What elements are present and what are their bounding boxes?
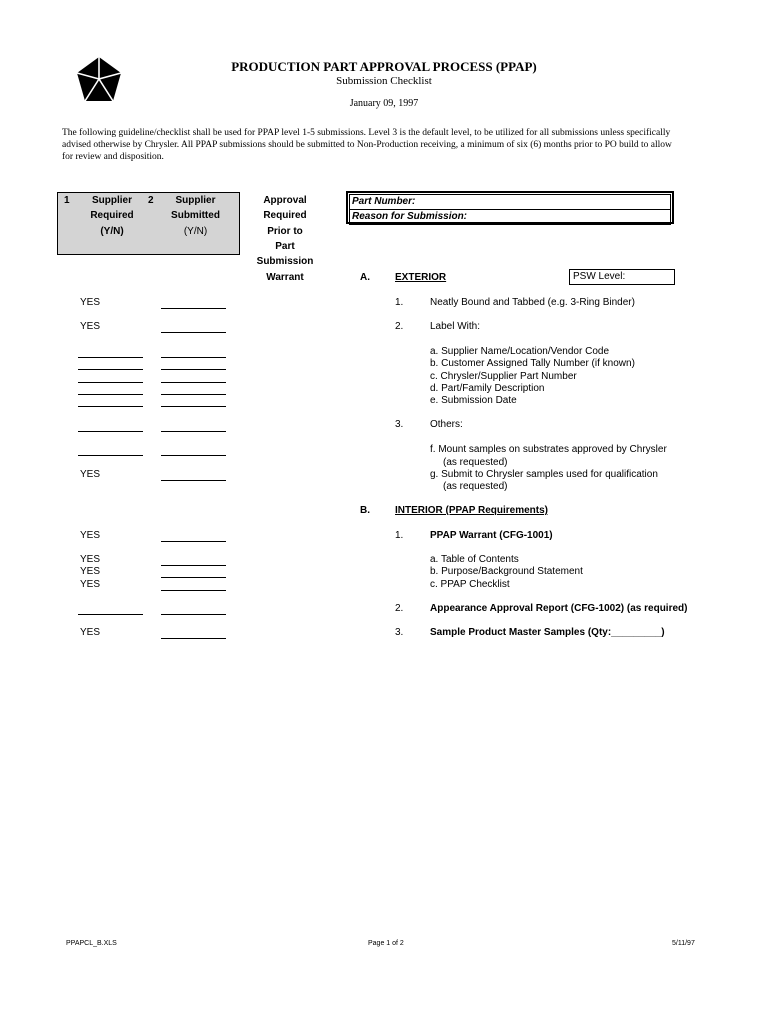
col1-blank-line[interactable]: [78, 431, 143, 432]
col1-blank-line[interactable]: [78, 382, 143, 383]
col2-blank-line[interactable]: [161, 455, 226, 456]
a-item2-text: Label With:: [430, 321, 481, 332]
col2-blank-line[interactable]: [161, 541, 226, 542]
col2-header-line1: Supplier: [175, 195, 216, 206]
b-sub-a: a. Table of Contents: [430, 554, 519, 565]
col2-blank-line[interactable]: [161, 431, 226, 432]
yes-mark: YES: [80, 530, 101, 541]
a-sub-f-line1: f. Mount samples on substrates approved by Chrysler: [430, 444, 667, 455]
b-item2-number: 2.: [395, 603, 404, 614]
a-sub-d: d. Part/Family Description: [430, 383, 545, 394]
b-item1-number: 1.: [395, 530, 404, 541]
yes-mark: YES: [80, 579, 101, 590]
a-item2-number: 2.: [395, 321, 404, 332]
a-item3-number: 3.: [395, 419, 404, 430]
page-title: PRODUCTION PART APPROVAL PROCESS (PPAP): [231, 59, 537, 74]
footer-page-number: Page 1 of 2: [368, 940, 404, 947]
col1-header-line3: (Y/N): [100, 226, 124, 237]
col1-blank-line[interactable]: [78, 357, 143, 358]
a-sub-e: e. Submission Date: [430, 395, 517, 406]
reason-for-submission-field[interactable]: Reason for Submission:: [349, 209, 671, 225]
yes-mark: YES: [80, 321, 101, 332]
a-sub-g-line1: g. Submit to Chrysler samples used for qualification: [430, 469, 658, 480]
b-sub-b: b. Purpose/Background Statement: [430, 566, 583, 577]
footer-date: 5/11/97: [672, 940, 695, 947]
col2-blank-line[interactable]: [161, 614, 226, 615]
col1-blank-line[interactable]: [78, 455, 143, 456]
approval-header-line4: Part: [275, 241, 295, 252]
document-date: January 09, 1997: [349, 98, 419, 109]
footer-filename: PPAPCL_B.XLS: [66, 940, 117, 947]
col2-blank-line[interactable]: [161, 369, 226, 370]
col2-header-line3: (Y/N): [183, 226, 208, 237]
a-item1-number: 1.: [395, 297, 404, 308]
col1-number: 1: [64, 195, 70, 206]
col2-blank-line[interactable]: [161, 308, 226, 309]
part-info-box: [346, 191, 674, 224]
a-item1-text: Neatly Bound and Tabbed (e.g. 3-Ring Binder): [430, 297, 635, 308]
approval-header-line6: Warrant: [266, 272, 304, 283]
section-a-letter: A.: [360, 272, 370, 283]
col2-blank-line[interactable]: [161, 332, 226, 333]
a-sub-a: a. Supplier Name/Location/Vendor Code: [430, 346, 610, 357]
column-header-box: [57, 192, 240, 255]
psw-level-field[interactable]: PSW Level:: [569, 269, 675, 285]
b-item2-text: Appearance Approval Report (CFG-1002) (as required): [430, 603, 688, 614]
a-sub-b: b. Customer Assigned Tally Number (if known): [430, 358, 635, 369]
col1-header-line1: Supplier: [91, 195, 132, 206]
col1-blank-line[interactable]: [78, 369, 143, 370]
col2-blank-line[interactable]: [161, 590, 226, 591]
approval-header-line3: Prior to: [267, 226, 303, 237]
col2-blank-line[interactable]: [161, 394, 226, 395]
b-sub-c: c. PPAP Checklist: [430, 579, 510, 590]
yes-mark: YES: [80, 566, 101, 577]
col2-number: 2: [148, 195, 154, 206]
part-number-field[interactable]: Part Number:: [349, 194, 671, 210]
col1-blank-line[interactable]: [78, 406, 143, 407]
intro-paragraph: The following guideline/checklist shall be used for PPAP level 1-5 submissions. Level 3 is the default level, to be utilized for all submissions unless specifically advised otherwise by Chrysler. All PPAP submissions should be submitted to Non-Production receiving, a minimum of six (6) months prior to PO build to allow for review and disposition.: [62, 128, 672, 162]
col2-blank-line[interactable]: [161, 480, 226, 481]
a-sub-f-line2: (as requested): [443, 457, 508, 468]
col2-blank-line[interactable]: [161, 382, 226, 383]
col1-header-line2: Required: [90, 210, 134, 221]
yes-mark: YES: [80, 469, 101, 480]
col1-blank-line[interactable]: [78, 394, 143, 395]
section-a-title: EXTERIOR: [395, 272, 447, 283]
col2-header-line2: Submitted: [171, 210, 220, 221]
section-b-title: INTERIOR (PPAP Requirements): [395, 505, 548, 516]
approval-header-line5: Submission: [256, 256, 314, 267]
a-sub-g-line2: (as requested): [443, 481, 508, 492]
yes-mark: YES: [80, 627, 101, 638]
col1-blank-line[interactable]: [78, 614, 143, 615]
section-b-letter: B.: [360, 505, 370, 516]
yes-mark: YES: [80, 297, 101, 308]
b-item3-number: 3.: [395, 627, 404, 638]
col2-blank-line[interactable]: [161, 357, 226, 358]
yes-mark: YES: [80, 554, 101, 565]
a-item3-text: Others:: [430, 419, 463, 430]
b-item3-text: Sample Product Master Samples (Qty:_________): [430, 627, 665, 638]
a-sub-c: c. Chrysler/Supplier Part Number: [430, 371, 577, 382]
col2-blank-line[interactable]: [161, 565, 226, 566]
col2-blank-line[interactable]: [161, 406, 226, 407]
page-subtitle: Submission Checklist: [336, 75, 432, 87]
b-item1-text: PPAP Warrant (CFG-1001): [430, 530, 553, 541]
approval-header-line2: Required: [263, 210, 307, 221]
col2-blank-line[interactable]: [161, 577, 226, 578]
col2-blank-line[interactable]: [161, 638, 226, 639]
approval-header-line1: Approval: [263, 195, 307, 206]
